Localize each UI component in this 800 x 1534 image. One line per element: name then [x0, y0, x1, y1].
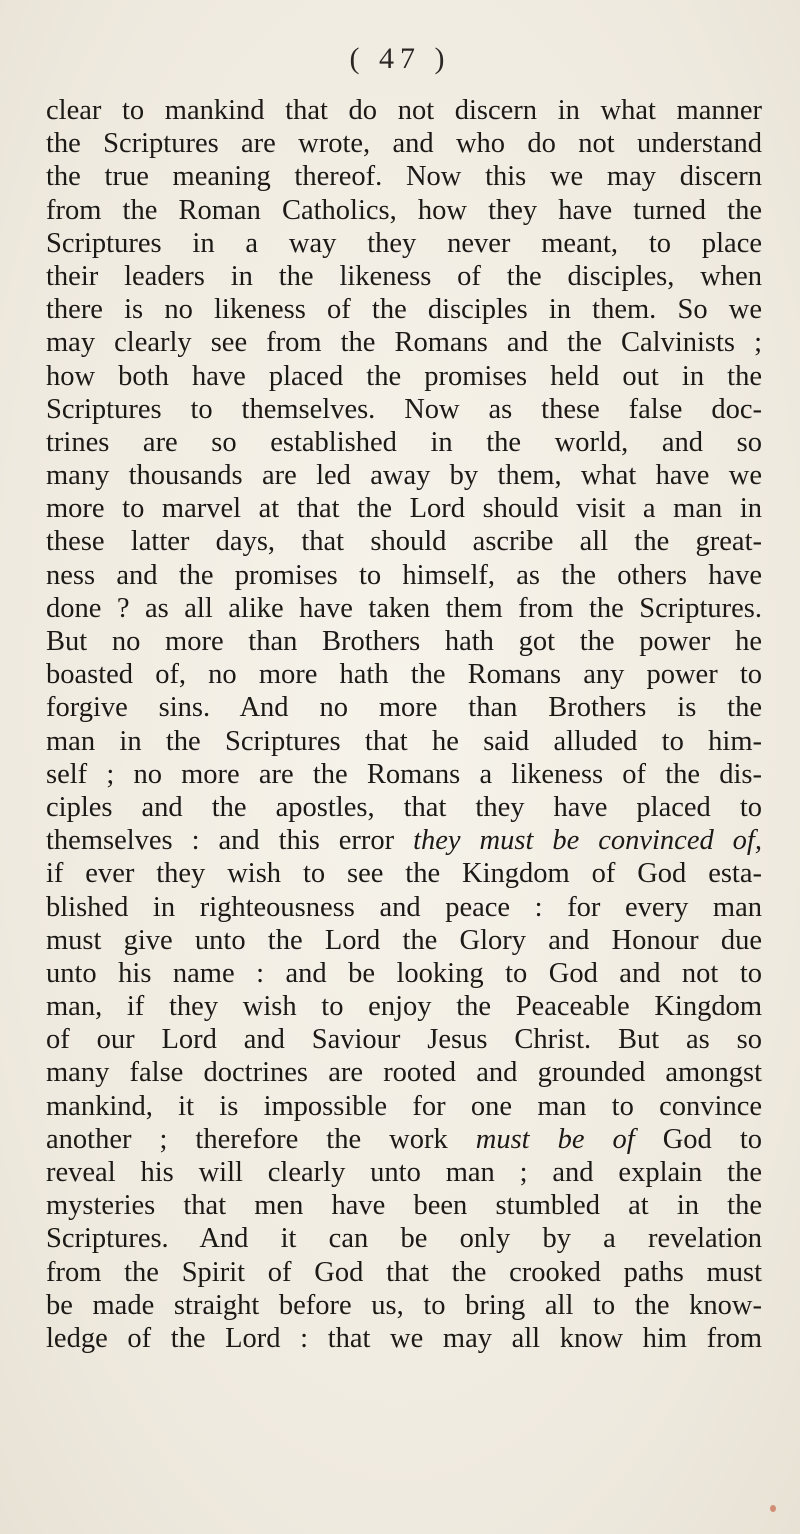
text-line: ness and the promises to himself, as the others have — [46, 559, 762, 591]
text-line: blished in righteousness and peace : for every man — [46, 891, 762, 923]
text-line: must give unto the Lord the Glory and Honour due — [46, 924, 762, 956]
text-line: themselves : and this error they must be convinced of, — [46, 825, 762, 857]
text-line: more to marvel at that the Lord should visit a man in — [46, 493, 762, 525]
text-line: forgive sins. And no more than Brothers is the — [46, 692, 762, 724]
text-line: man in the Scriptures that he said alluded to him- — [46, 725, 762, 757]
text-line: Scriptures to themselves. Now as these false doc- — [46, 393, 762, 425]
text-line: many thousands are led away by them, what have we — [46, 460, 762, 492]
text-line: how both have placed the promises held out in the — [46, 360, 762, 392]
text-line: another ; therefore the work must be of God to — [46, 1123, 762, 1155]
text-line: there is no likeness of the disciples in them. So we — [46, 294, 762, 326]
text-line: boasted of, no more hath the Romans any power to — [46, 659, 762, 691]
text-line: of our Lord and Saviour Jesus Christ. But as so — [46, 1024, 762, 1056]
text-line: mankind, it is impossible for one man to convince — [46, 1090, 762, 1122]
text-line: Scriptures in a way they never meant, to place — [46, 227, 762, 259]
text-line: ciples and the apostles, that they have placed to — [46, 791, 762, 823]
text-line: mysteries that men have been stumbled at in the — [46, 1190, 762, 1222]
text-line: the true meaning thereof. Now this we may discern — [46, 161, 762, 193]
text-line: clear to mankind that do not discern in what manner — [46, 95, 762, 126]
text-line: reveal his will clearly unto man ; and explain the — [46, 1157, 762, 1188]
text-line: the Scriptures are wrote, and who do not understand — [46, 128, 762, 160]
text-line: Scriptures. And it can be only by a revelation — [46, 1223, 762, 1255]
text-line: these latter days, that should ascribe all the great- — [46, 526, 762, 558]
text-line: their leaders in the likeness of the disciples, when — [46, 260, 762, 292]
text-line: may clearly see from the Romans and the Calvinists ; — [46, 327, 762, 359]
text-line: unto his name : and be looking to God and not to — [46, 957, 762, 989]
text-line: trines are so established in the world, and so — [46, 426, 762, 458]
text-line: from the Roman Catholics, how they have turned the — [46, 194, 762, 226]
text-line: man, if they wish to enjoy the Peaceable Kingdom — [46, 991, 762, 1023]
ink-speck — [770, 1505, 776, 1512]
body-text — [46, 94, 762, 1355]
text-line: self ; no more are the Romans a likeness of the dis- — [46, 758, 762, 790]
text-line: done ? as all alike have taken them from the Scriptures. — [46, 592, 762, 624]
text-line: But no more than Brothers hath got the power he — [46, 626, 762, 657]
text-line: be made straight before us, to bring all to the know- — [46, 1289, 762, 1321]
text-line: ledge of the Lord : that we may all know him from — [46, 1322, 762, 1354]
text-line: from the Spirit of God that the crooked paths must — [46, 1256, 762, 1288]
text-line: if ever they wish to see the Kingdom of God esta- — [46, 858, 762, 890]
page-number: ( 47 ) — [349, 42, 451, 75]
text-line: many false doctrines are rooted and grounded amongst — [46, 1057, 762, 1089]
